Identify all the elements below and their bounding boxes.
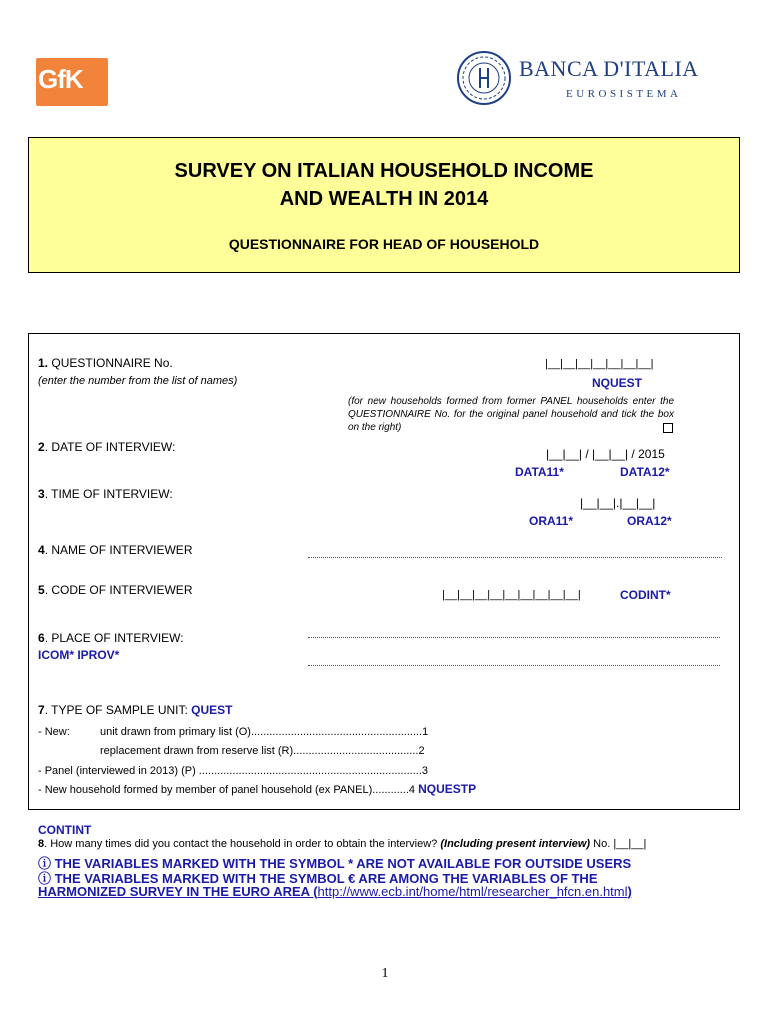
q7-option-1[interactable]: unit drawn from primary list (O)........................................................1 bbox=[100, 726, 429, 738]
q4-number: 4 bbox=[38, 543, 45, 557]
q1-hint: (enter the number from the list of names) bbox=[38, 375, 238, 387]
q7-text: . TYPE OF SAMPLE UNIT: bbox=[44, 703, 192, 717]
q1-number: 1. bbox=[38, 356, 49, 370]
bank-emblem-icon bbox=[456, 50, 512, 106]
q5-var: CODINT* bbox=[620, 588, 671, 602]
q8-text: . How many times did you contact the household in order to obtain the interview? bbox=[44, 838, 441, 850]
q7-option-4-text: - New household formed by member of panel household (ex PANEL)............4 bbox=[38, 784, 416, 796]
q3-number: 3 bbox=[38, 487, 45, 501]
q7-label bbox=[38, 703, 233, 717]
note-line-2: ⓘ THE VARIABLES MARKED WITH THE SYMBOL € ARE AMONG THE VARIABLES OF THE bbox=[38, 871, 598, 886]
q3-label bbox=[38, 487, 173, 501]
gfk-logo-text: GfK bbox=[38, 64, 83, 94]
q3-var1: ORA11* bbox=[529, 514, 574, 528]
q6-text: . PLACE OF INTERVIEW: bbox=[44, 631, 184, 645]
note-line-3 bbox=[38, 884, 632, 899]
q7-var: QUEST bbox=[191, 703, 233, 717]
q1-label bbox=[38, 356, 173, 370]
q5-label bbox=[38, 583, 192, 597]
q2-text: . DATE OF INTERVIEW: bbox=[44, 440, 176, 454]
q7-option-2[interactable]: replacement drawn from reserve list (R).........................................2 bbox=[100, 745, 425, 757]
q2-var2: DATA12* bbox=[620, 465, 670, 479]
q7-new-label: - New: bbox=[38, 726, 70, 738]
q6-number: 6 bbox=[38, 631, 45, 645]
q5-boxes[interactable]: |__|__|__|__|__|__|__|__|__| bbox=[442, 589, 581, 601]
q1-note: (for new households formed from former PANEL households enter the QUESTIONNAIRE No. for the original panel household and tick the box on the right) bbox=[348, 396, 674, 433]
note-line-1: ⓘ THE VARIABLES MARKED WITH THE SYMBOL * ARE NOT AVAILABLE FOR OUTSIDE USERS bbox=[38, 856, 632, 871]
bank-subtitle: EUROSISTEMA bbox=[566, 88, 682, 100]
q1-text: QUESTIONNAIRE No. bbox=[51, 356, 173, 370]
q5-number: 5 bbox=[38, 583, 45, 597]
q4-input-line[interactable] bbox=[308, 557, 722, 558]
subtitle: QUESTIONNAIRE FOR HEAD OF HOUSEHOLD bbox=[228, 236, 540, 252]
note-line-3-close: ) bbox=[627, 884, 632, 899]
q6-input-line-2[interactable] bbox=[308, 665, 720, 666]
q8-var: CONTINT bbox=[38, 823, 92, 837]
q8-question bbox=[38, 838, 646, 850]
q2-number: 2 bbox=[38, 440, 45, 454]
q6-label bbox=[38, 631, 184, 645]
q2-boxes[interactable]: |__|__| / |__|__| / 2015 bbox=[546, 447, 665, 461]
q5-text: . CODE OF INTERVIEWER bbox=[44, 583, 193, 597]
q2-var1: DATA11* bbox=[515, 465, 564, 479]
q8-boxes[interactable]: No. |__|__| bbox=[590, 838, 647, 850]
q1-checkbox[interactable] bbox=[663, 423, 673, 433]
q4-text: . NAME OF INTERVIEWER bbox=[44, 543, 193, 557]
q7-option-3[interactable]: - Panel (interviewed in 2013) (P) .........................................................................3 bbox=[38, 765, 429, 777]
title-line-2: AND WEALTH IN 2014 bbox=[279, 188, 489, 210]
bank-name: BANCA D'ITALIA bbox=[519, 56, 699, 81]
q8-number: 8 bbox=[38, 838, 45, 850]
q3-text: . TIME OF INTERVIEW: bbox=[44, 487, 173, 501]
q1-boxes[interactable]: |__|__|__|__|__|__|__| bbox=[545, 358, 654, 370]
q8-emph: (Including present interview) bbox=[440, 838, 591, 850]
q6-input-line-1[interactable] bbox=[308, 637, 720, 638]
q3-boxes[interactable]: |__|__|.|__|__| bbox=[580, 496, 656, 510]
q3-var2: ORA12* bbox=[627, 514, 672, 528]
ecb-link[interactable]: http://www.ecb.int/home/html/researcher_hfcn.en.html bbox=[317, 884, 628, 899]
note-line-3-text: HARMONIZED SURVEY IN THE EURO AREA ( bbox=[38, 884, 318, 899]
q2-label bbox=[38, 440, 175, 454]
q7-number: 7 bbox=[38, 703, 45, 717]
q6-vars: ICOM* IPROV* bbox=[38, 648, 120, 662]
q1-var: NQUEST bbox=[592, 376, 643, 390]
q4-label bbox=[38, 543, 192, 557]
title-line-1: SURVEY ON ITALIAN HOUSEHOLD INCOME bbox=[174, 160, 594, 182]
page-number: 1 bbox=[381, 966, 389, 981]
q7-option-4[interactable] bbox=[38, 782, 476, 796]
q7-option-4-var: NQUESTP bbox=[418, 782, 477, 796]
